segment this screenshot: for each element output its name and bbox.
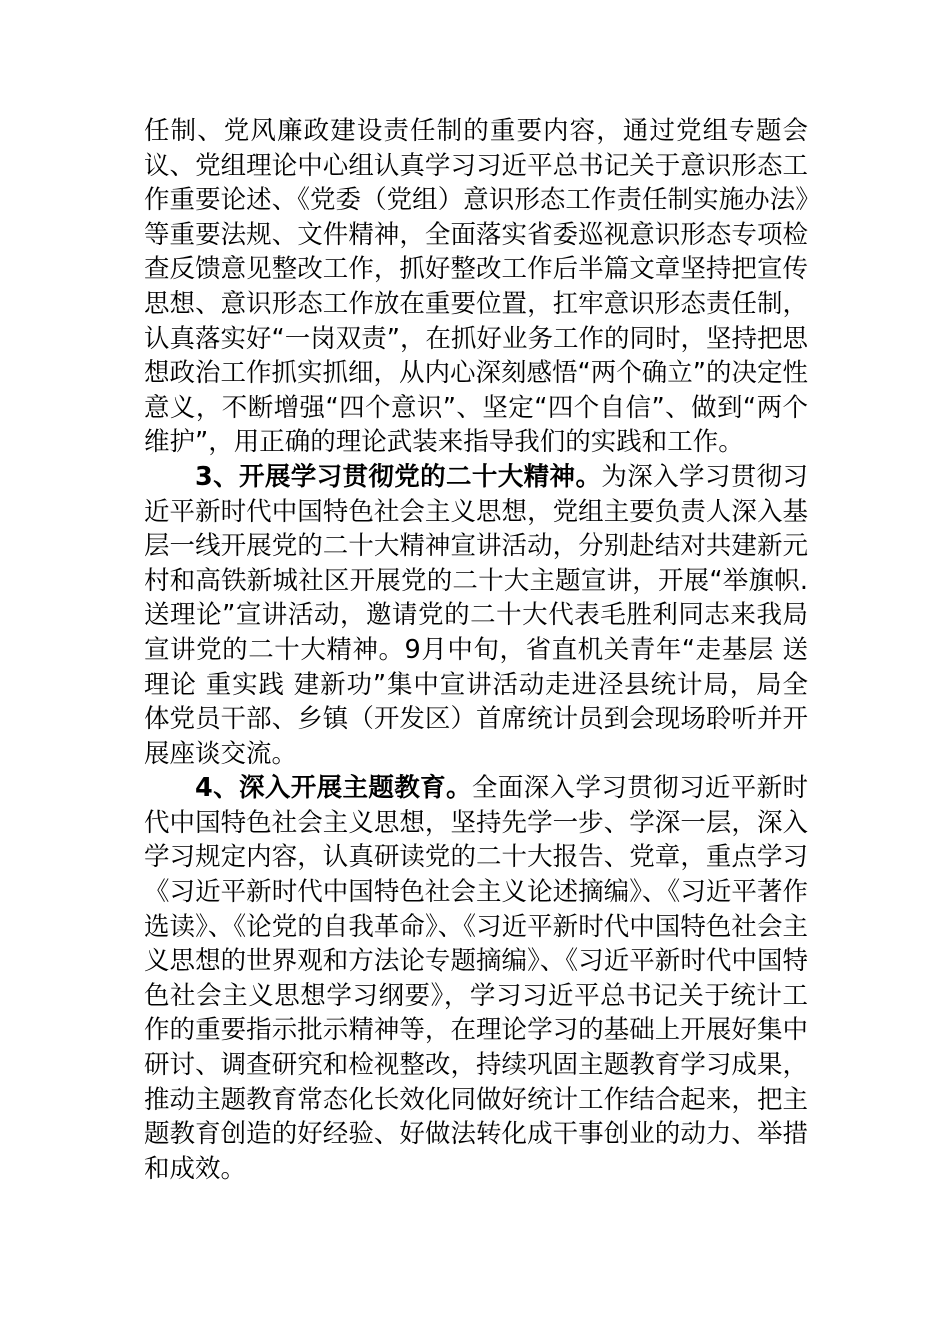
section-heading-4: 4、深入开展主题教育。 [195,773,472,804]
paragraph-text: 全面深入学习贯彻习近平新时代中国特色社会主义思想，坚持先学一步、学深一层，深入学习规定内容，认真研读党的二十大报告、党章，重点学习《习近平新时代中国特色社会主义论述摘编》、《习近平著作选读》、《论党的自我革命》、《习近平新时代中国特色社会主义思想的世界观和方法论专题摘编》、《习近平新时代中国特色社会主义思想学习纲要》，学习习近平总书记关于统计工作的重要指示批示精神等，在理论学习的基础上开展好集中研讨、调查研究和检视整改，持续巩固主题教育学习成果，推动主题教育常态化长效化同做好统计工作结合起来，把主题教育创造的好经验、好做法转化成干事创业的动力、举措和成效。 [144,773,808,1184]
paragraph-section-3 [144,460,808,771]
paragraph-text: 任制、党风廉政建设责任制的重要内容，通过党组专题会议、党组理论中心组认真学习习近平总书记关于意识形态工作重要论述、《党委（党组）意识形态工作责任制实施办法》等重要法规、文件精神，全面落实省委巡视意识形态专项检查反馈意见整改工作，抓好整改工作后半篇文章坚持把宣传思想、意识形态工作放在重要位置，扛牢意识形态责任制，认真落实好“一岗双责”，在抓好业务工作的同时，坚持把思想政治工作抓实抓细，从内心深刻感悟“两个确立”的决定性意义，不断增强“四个意识”、坚定“四个自信”、做到“两个维护”，用正确的理论武装来指导我们的实践和工作。 [144,116,808,458]
paragraph-text: 为深入学习贯彻习近平新时代中国特色社会主义思想，党组主要负责人深入基层一线开展党的二十大精神宣讲活动，分别赴结对共建新元村和高铁新城社区开展党的二十大主题宣讲，开展“举旗帜.送理论”宣讲活动，邀请党的二十大代表毛胜利同志来我局宣讲党的二十大精神。9月中旬，省直机关青年“走基层 送理论 重实践 建新功”集中宣讲活动走进泾县统计局，局全体党员干部、乡镇（开发区）首席统计员到会现场聆听并开展座谈交流。 [144,461,808,769]
section-heading-3: 3、开展学习贯彻党的二十大精神。 [195,461,602,492]
paragraph-continuation [144,114,808,460]
paragraph-section-4 [144,771,808,1186]
document-page [144,114,808,1186]
